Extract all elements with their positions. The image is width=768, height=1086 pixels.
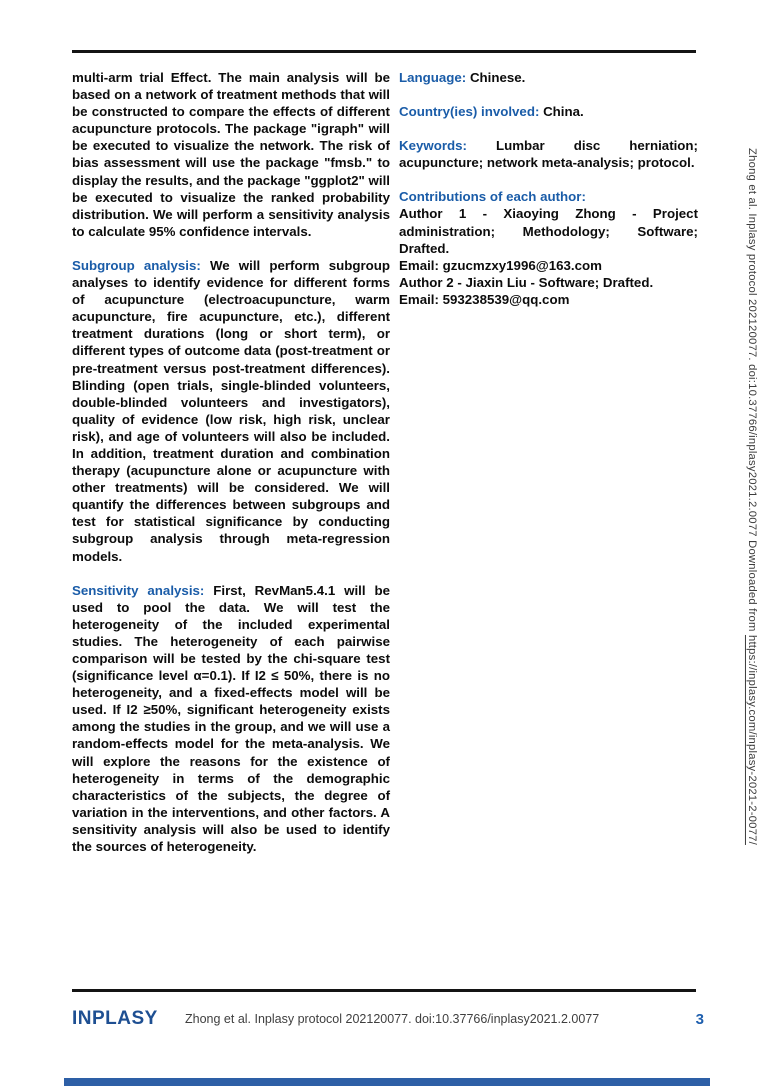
paragraph-main-analysis <box>72 69 390 240</box>
contribution-author-1: Author 1 - Xiaoying Zhong - Project administration; Methodology; Software; Drafted. <box>399 206 698 256</box>
footer-citation: Zhong et al. Inplasy protocol 202120077. doi:10.37766/inplasy2021.2.0077 <box>185 1012 600 1026</box>
keywords-label: Keywords: <box>399 138 467 154</box>
contribution-author-2: Author 2 - Jiaxin Liu - Software; Drafted. <box>399 274 654 290</box>
vertical-citation-sidebar <box>746 148 758 938</box>
field-language <box>399 69 698 86</box>
country-value: China. <box>543 104 584 120</box>
paragraph-subgroup-analysis <box>72 257 390 565</box>
contributions-label: Contributions of each author: <box>399 189 586 205</box>
keywords-value: Lumbar disc herniation; acupuncture; network meta-analysis; protocol. <box>399 138 698 171</box>
sidebar-citation-link[interactable]: https://inplasy.com/inplasy-2021-2-0077/ <box>746 634 758 845</box>
country-label: Country(ies) involved: <box>399 104 540 120</box>
top-rule <box>72 50 696 53</box>
inplasy-logo: INPLASY <box>72 1008 158 1029</box>
paragraph-body: multi-arm trial Effect. The main analysis will be based on a network of treatment methods that will be constructed to compare the effects of different acupuncture protocols. The package "igraph" will be executed to visualize the network. The risk of bias assessment will use the package "fmsb." to display the results, and the package "ggplot2" will be executed to visualize the ranked probability distribution. We will perform a sensitivity analysis to calculate 95% confidence intervals. <box>72 70 390 239</box>
left-column <box>72 69 390 855</box>
contribution-email-2: Email: 593238539@qq.com <box>399 291 570 307</box>
paragraph-sensitivity-analysis <box>72 582 390 856</box>
footer <box>72 1008 706 1030</box>
field-country <box>399 103 698 120</box>
paragraph-body: We will perform subgroup analyses to identify evidence for different forms of acupuncture (electroacupuncture, warm acupuncture, fire acupuncture, etc.), different treatment durations (long or short term), or different types of outcome data (post-treatment or pre-treatment versus post-treatment differences). Blinding (open trials, single-blinded volunteers, double-blinded volunteers and investigators), quality of evidence (low risk, high risk, unclear risk), and age of volunteers will also be included. In addition, treatment duration and combination therapy (acupuncture alone or acupuncture with other treatments) will be considered. We will quantify the differences between subgroups and test for statistical significance by conducting subgroup analysis through meta-regression models. <box>72 257 390 564</box>
language-label: Language: <box>399 70 467 85</box>
field-keywords <box>399 137 698 171</box>
right-column <box>399 69 698 855</box>
bottom-accent-bar <box>64 1078 710 1086</box>
subgroup-analysis-label: Subgroup analysis: <box>72 257 201 273</box>
field-contributions <box>399 188 698 308</box>
page-number: 3 <box>695 1010 704 1028</box>
language-value: Chinese. <box>469 70 526 85</box>
paragraph-body: First, RevMan5.4.1 will be used to pool the data. We will test the heterogeneity of the included experimental studies. The heterogeneity of each pairwise comparison will be tested by the chi-square test (significance level α=0.1). If I2 ≤ 50%, there is no heterogeneity, and a fixed-effects model will be used. If I2 ≥50%, significant heterogeneity exists among the studies in the group, and we will use a random-effects model for the meta-analysis. We will explore the reasons for the existence of heterogeneity in terms of the demographic characteristics of the subjects, the degree of variation in the interventions, and other factors. A sensitivity analysis will also be used to identify the sources of heterogeneity. <box>72 582 390 855</box>
bottom-rule <box>72 989 696 992</box>
contribution-email-1: Email: gzucmzxy1996@163.com <box>399 257 602 273</box>
page-content <box>72 69 698 855</box>
sidebar-citation-text: Zhong et al. Inplasy protocol 202120077. doi:10.37766/inplasy2021.2.0077 Downloaded from <box>746 148 758 635</box>
sensitivity-analysis-label: Sensitivity analysis: <box>72 582 205 598</box>
